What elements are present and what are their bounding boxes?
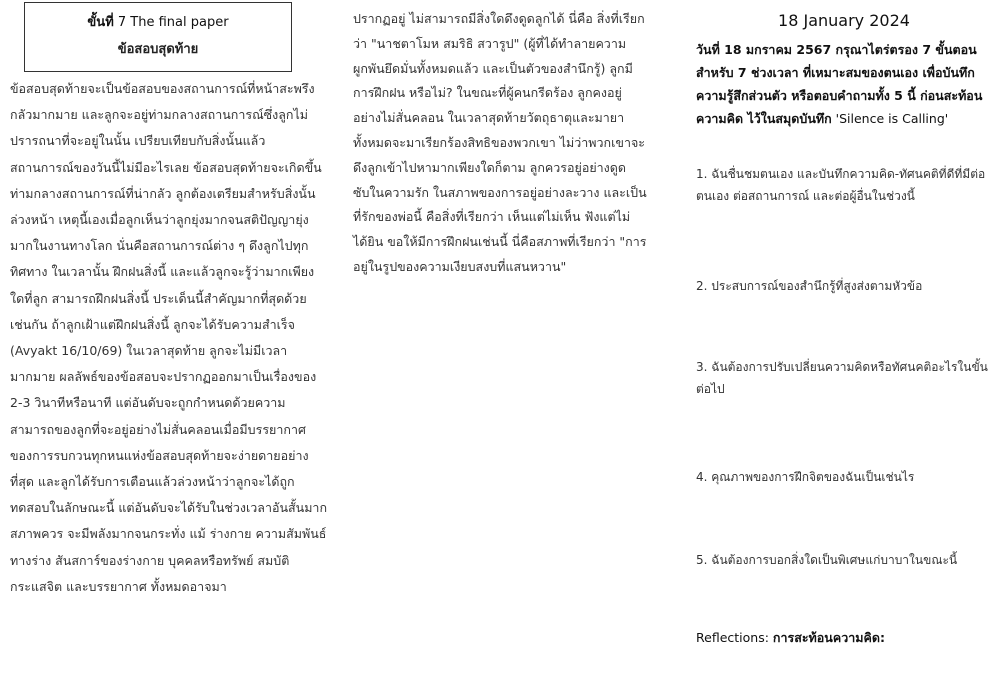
reflections-thai: การสะท้อนความคิด:	[772, 630, 885, 645]
reflections-label	[696, 628, 885, 648]
instruction-title: 'Silence is Calling'	[831, 111, 949, 126]
step-title-box	[24, 2, 292, 72]
left-column	[10, 2, 328, 600]
instruction-bold: วันที่ 18 มกราคม 2567 กรุณาไตร่ตรอง 7 ขั้นตอน สำหรับ 7 ช่วงเวลา ที่เหมาะสมของตนเอง เพื่อบันทึกความรู้สึกส่วนตัว หรือตอบคำถามทั้ง 5 นี้ ก่อนสะท้อนความคิด ไว้ในสมุดบันทึก	[696, 42, 983, 126]
question-2: 2. ประสบการณ์ของสำนึกรู้ที่สูงส่งตามหัวข้อ	[696, 279, 923, 293]
left-paragraph: ข้อสอบสุดท้ายจะเป็นข้อสอบของสถานการณ์ที่หน้าสะพรึงกลัวมากมาย และลูกจะอยู่ท่ามกลางสถานการณ์ซึ่งลูกไม่ปรารถนาที่จะอยู่ในนั้น เปรียบเทียบกับสิ่งนั้นแล้ว สถานการณ์ของวันนี้ไม่มีอะไรเลย ข้อสอบสุดท้ายจะเกิดขึ้นท่ามกลางสถานการณ์ที่น่ากลัว ลูกต้องเตรียมสำหรับสิ่งนั้นล่วงหน้า เหตุนี้เองเมื่อลูกเห็นว่าลูกยุ่งมากจนสติปัญญายุ่งมากในงานทางโลก นั่นคือสถานการณ์ต่าง ๆ ดึงลูกไปทุกทิศทาง ในเวลานั้น ฝึกฝนสิ่งนี้ และแล้วลูกจะรู้ว่ามากเพียงใดที่ลูก สามารถฝึกฝนสิ่งนี้ ประเด็นนี้สำคัญมากที่สุดด้วย เช่นกัน ถ้าลูกเฝ้าแต่ฝึกฝนสิ่งนี้ ลูกจะได้รับความสำเร็จ (Avyakt 16/10/69) ในเวลาสุดท้าย ลูกจะไม่มีเวลามากมาย ผลลัพธ์ของข้อสอบจะปรากฏออกมาเป็นเรื่องของ 2-3 วินาทีหรือนาที แต่อันดับจะถูกกำหนดด้วยความสามารถของลูกที่จะอยู่อย่างไม่สั่นคลอนเมื่อมีบรรยากาศของการรบกวนทุกหนแห่งข้อสอบสุดท้ายจะง่ายดายอย่างที่สุด และลูกได้รับการเตือนแล้วล่วงหน้าว่าลูกจะได้ถูกทดสอบในลักษณะนี้ แต่อันดับจะได้รับในช่วงเวลาอันสั้นมาก สภาพควร จะมีพลังมากจนกระทั่ง แม้ ร่างกาย ความสัมพันธ์ ทางร่าง สันสการ์ของร่างกาย บุคคลหรือทรัพย์ สมบัติ กระแสจิต และบรรยากาศ ทั้งหมดอาจมา	[10, 81, 328, 594]
instruction-text	[696, 38, 992, 130]
date-heading: 18 January 2024	[778, 11, 910, 30]
step-title	[25, 13, 291, 33]
question-3: 3. ฉันต้องการปรับเปลี่ยนความคิดหรือทัศนคติอะไรในขั้นต่อไป	[696, 360, 988, 396]
step-title-rest: 7 The final paper	[113, 15, 229, 30]
question-5: 5. ฉันต้องการบอกสิ่งใดเป็นพิเศษแก่บาบาในขณะนี้	[696, 553, 958, 567]
reflections-english: Reflections:	[696, 630, 773, 645]
middle-column	[353, 7, 649, 280]
step-word: ขั้นที่	[87, 15, 114, 30]
right-column	[696, 10, 992, 645]
question-4: 4. คุณภาพของการฝึกจิตของฉันเป็นเช่นไร	[696, 470, 915, 484]
question-1: 1. ฉันชื่นชมตนเอง และบันทึกความคิด-ทัศนคติที่ดีที่มีต่อตนเอง ต่อสถานการณ์ และต่อผู้อื่นในช่วงนี้	[696, 167, 986, 203]
middle-paragraph: ปรากฏอยู่ ไม่สามารถมีสิ่งใดดึงดูดลูกได้ นี่คือ สิ่งที่เรียกว่า "นาชตาโมห สมริธิ สวารูป" (ผู้ที่ได้ทำลายความผูกพันยึดมั่นทั้งหมดแล้ว และเป็นตัวของสำนึกรู้) ลูกมีการฝึกฝน หรือไม่? ในขณะที่ผู้คนกรีดร้อง ลูกคงอยู่อย่างไม่สั่นคลอน ในเวลาสุดท้ายวัตถุธาตุและมายาทั้งหมดจะมาเรียกร้องสิทธิของพวกเขา ไม่ว่าพวกเขาจะดึงลูกเข้าไปหามากเพียงใดก็ตาม ลูกควรอยู่อย่างดูดซับในความรัก ในสภาพของการอยู่อย่างละวาง และเป็นที่รักของพ่อนี้ คือสิ่งที่เรียกว่า เห็นแต่ไม่เห็น ฟังแต่ไม่ได้ยิน ขอให้มีการฝึกฝนเช่นนี้ นี่คือสภาพที่เรียกว่า "การอยู่ในรูปของความเงียบสงบที่แสนหวาน"	[353, 11, 647, 274]
step-subtitle: ข้อสอบสุดท้าย	[117, 42, 199, 57]
